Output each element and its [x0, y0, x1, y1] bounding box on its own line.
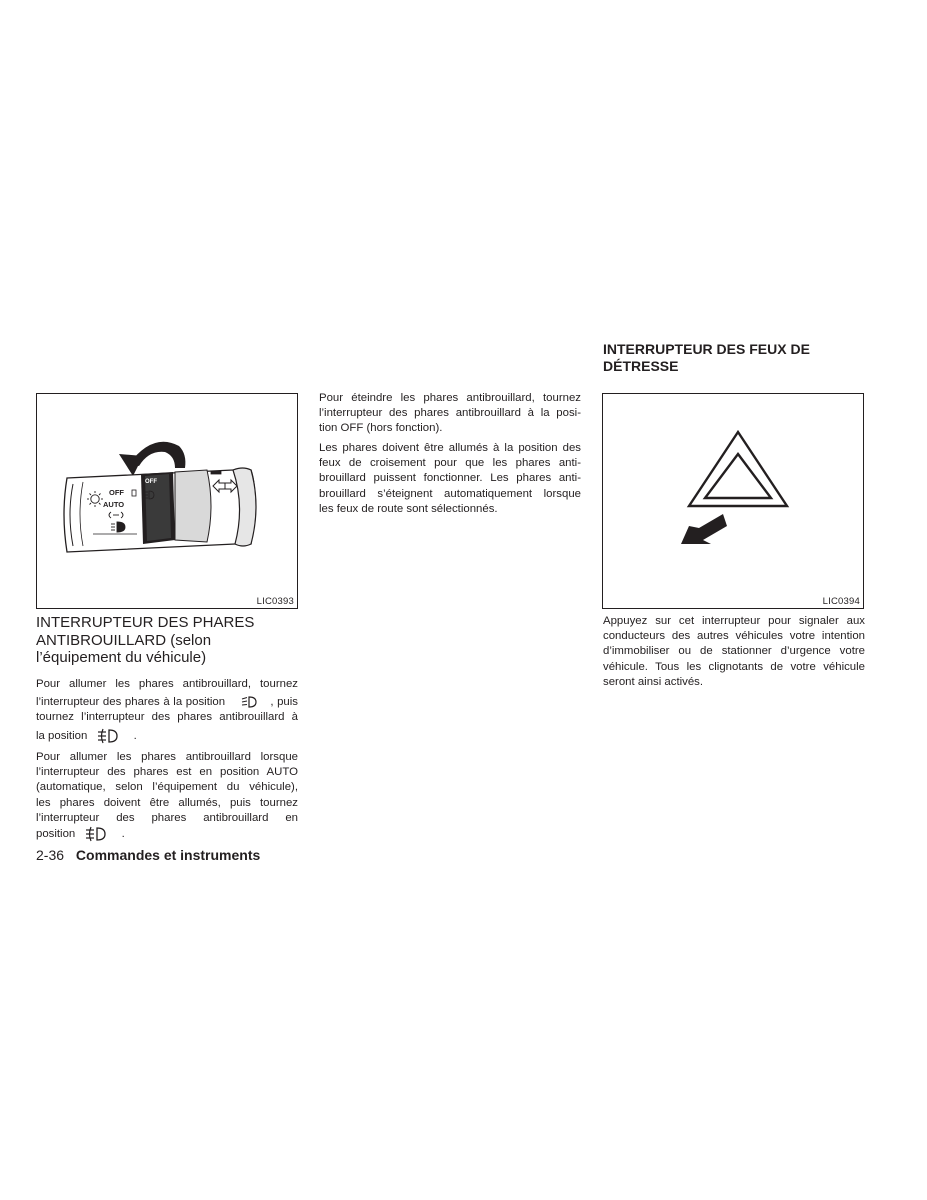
section-title: Commandes et instruments — [75, 847, 261, 863]
paragraph-turn-on-fog: Pour allumer les phares antibrouillard, tournez l’interrupteur des phares à la position , puis tournez l’interrupteur des phares antibrouillard à la position . — [36, 678, 298, 742]
switch-label-off-fog: OFF — [145, 479, 157, 485]
page-number: 2-36 — [36, 847, 65, 863]
switch-label-auto: AUTO — [103, 500, 125, 509]
figure-fog-switch — [36, 393, 298, 609]
press-arrow-icon — [681, 514, 727, 544]
hazard-triangle-icon — [689, 432, 787, 506]
paragraph-fog-auto: Pour allumer les phares antibrouillard lorsque l’interrupteur des phares est en position AUTO (automatique, selon l’équipement du véhicule), les phares doivent être allumés, puis tournez l’interrupteur des phares antibrouillard en position . — [36, 751, 298, 841]
front-fog-light-icon — [84, 826, 110, 842]
page-footer — [36, 847, 260, 863]
paragraph-fog-conditions: Les phares doivent être allumés à la position des feux de croisement pour que les phares anti- brouillard puissent fonctionner. Les phares anti- brouillard s’éteignent automatiquement lorsque les feux de route sont sélectionnés. — [319, 442, 581, 515]
rotate-arrow-icon — [119, 442, 185, 476]
fog-light-switch-illustration — [37, 394, 297, 608]
section-heading-fog-switch: INTERRUPTEUR DES PHARES ANTIBROUILLARD (selon l’équipement du véhicule) — [36, 614, 255, 666]
section-heading-hazard: INTERRUPTEUR DES FEUX DE DÉTRESSE — [603, 341, 810, 374]
high-beam-icon — [211, 471, 221, 474]
switch-label-off: OFF — [109, 488, 124, 497]
hazard-switch-illustration — [603, 394, 863, 608]
headlight-icon — [237, 695, 259, 709]
figure-hazard-switch — [602, 393, 864, 609]
figure-code: LIC0394 — [822, 596, 860, 607]
figure-code: LIC0393 — [256, 596, 294, 607]
paragraph-hazard: Appuyez sur cet interrupteur pour signaler aux conducteurs des autres véhicules votre intention d’immobiliser ou de stationner d’urgence votre véhicule. Tous les clignotants de votre véhicule seront ainsi activés. — [603, 615, 865, 688]
front-fog-light-icon — [96, 728, 122, 744]
paragraph-turn-off-fog: Pour éteindre les phares antibrouillard, tournez l’interrupteur des phares antibrouillard à la posi- tion OFF (hors fonction). — [319, 392, 581, 435]
